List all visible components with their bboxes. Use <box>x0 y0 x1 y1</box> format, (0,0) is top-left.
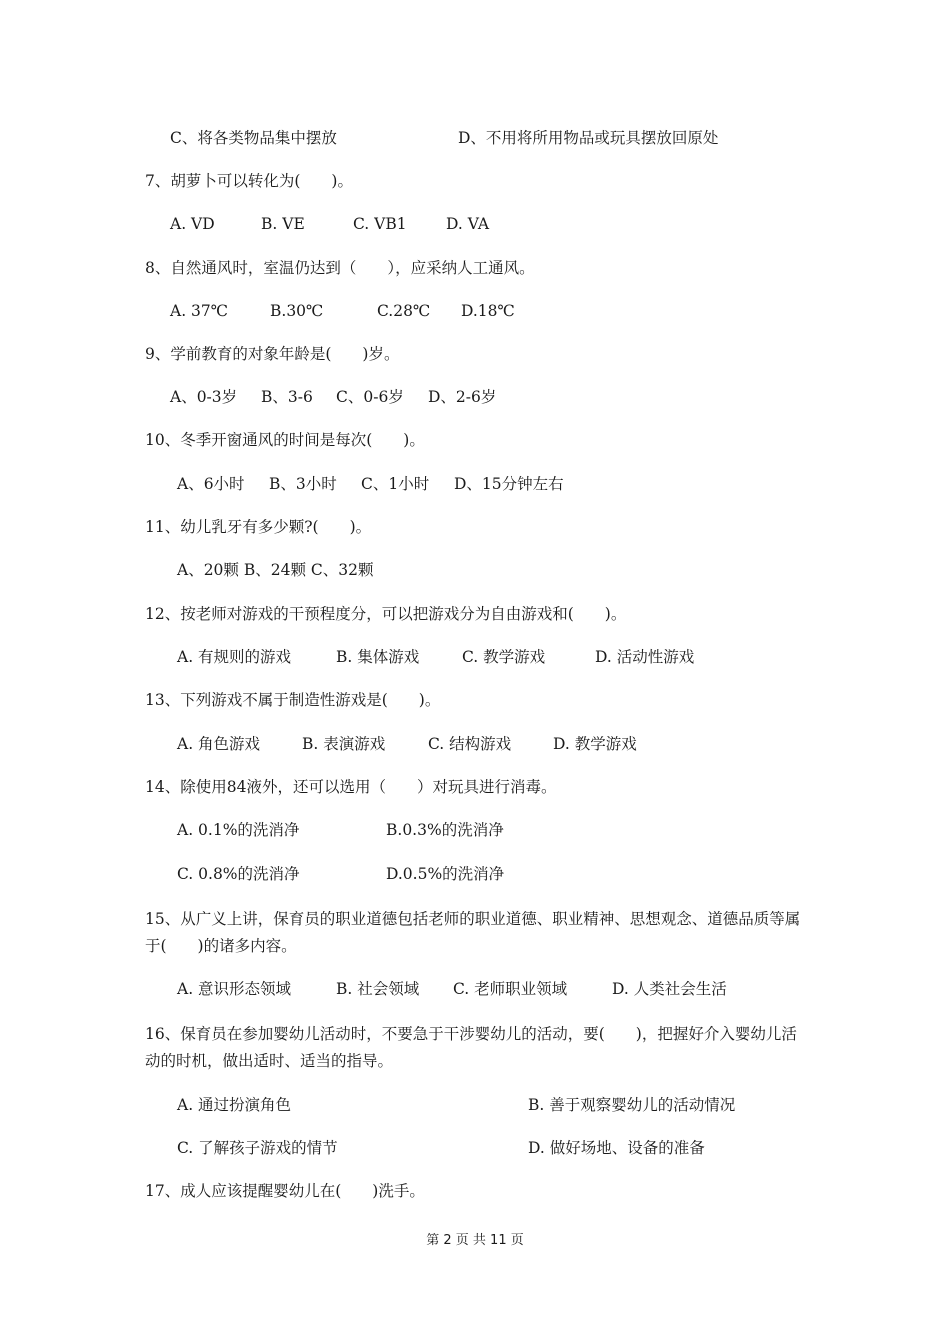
q8-option-b: B.30℃ <box>270 302 324 320</box>
q15-option-a: A. 意识形态领域 <box>177 980 292 998</box>
q13-stem: 13、下列游戏不属于制造性游戏是( )。 <box>145 691 441 709</box>
q15-option-c: C. 老师职业领域 <box>453 980 568 998</box>
q10-option-d: D、15分钟左右 <box>454 475 564 493</box>
q6-option-d: D、不用将所用物品或玩具摆放回原处 <box>458 129 719 147</box>
q16-option-c: C. 了解孩子游戏的情节 <box>177 1139 338 1157</box>
q11-stem: 11、幼儿乳牙有多少颗?( )。 <box>145 518 372 536</box>
q16-option-a: A. 通过扮演角色 <box>177 1096 292 1114</box>
q16-option-d: D. 做好场地、设备的准备 <box>528 1139 705 1157</box>
q10-option-a: A、6小时 <box>177 475 245 493</box>
q14-stem: 14、除使用84液外，还可以选用（ ）对玩具进行消毒。 <box>145 778 557 796</box>
q14-option-b: B.0.3%的洗消净 <box>386 821 504 839</box>
q7-option-d: D. VA <box>446 215 490 233</box>
q9-stem: 9、学前教育的对象年龄是( )岁。 <box>145 345 400 363</box>
q9-option-c: C、0-6岁 <box>336 388 404 406</box>
q12-option-a: A. 有规则的游戏 <box>177 648 292 666</box>
q13-option-a: A. 角色游戏 <box>177 735 261 753</box>
q14-option-c: C. 0.8%的洗消净 <box>177 865 300 883</box>
q7-stem: 7、胡萝卜可以转化为( )。 <box>145 172 353 190</box>
q7-option-c: C. VB1 <box>353 215 407 233</box>
q9-option-d: D、2-6岁 <box>428 388 497 406</box>
page-footer: 第 2 页 共 11 页 <box>426 1233 524 1248</box>
q16-option-b: B. 善于观察婴幼儿的活动情况 <box>528 1096 736 1114</box>
q8-option-d: D.18℃ <box>461 302 515 320</box>
q8-stem: 8、自然通风时，室温仍达到（ ），应采纳人工通风。 <box>145 259 535 277</box>
q14-option-d: D.0.5%的洗消净 <box>386 865 505 883</box>
q8-option-a: A. 37℃ <box>170 302 229 320</box>
q12-option-d: D. 活动性游戏 <box>595 648 695 666</box>
q8-option-c: C.28℃ <box>377 302 431 320</box>
q15-option-b: B. 社会领域 <box>336 980 420 998</box>
q15-option-d: D. 人类社会生活 <box>612 980 727 998</box>
q16-stem: 16、保育员在参加婴幼儿活动时，不要急于干涉婴幼儿的活动，要( )，把握好介入婴幼儿活动的时机，做出适时、适当的指导。 <box>145 1025 797 1070</box>
q10-option-b: B、3小时 <box>269 475 337 493</box>
q7-option-b: B. VE <box>261 215 305 233</box>
q6-option-c: C、将各类物品集中摆放 <box>170 129 337 147</box>
q12-stem: 12、按老师对游戏的干预程度分，可以把游戏分为自由游戏和( )。 <box>145 605 627 623</box>
q9-option-a: A、0-3岁 <box>170 388 238 406</box>
q7-option-a: A. VD <box>170 215 215 233</box>
q14-option-a: A. 0.1%的洗消净 <box>177 821 300 839</box>
q12-option-b: B. 集体游戏 <box>336 648 420 666</box>
q10-stem: 10、冬季开窗通风的时间是每次( )。 <box>145 431 425 449</box>
q10-option-c: C、1小时 <box>361 475 430 493</box>
q13-option-b: B. 表演游戏 <box>302 735 386 753</box>
q13-option-d: D. 教学游戏 <box>553 735 637 753</box>
q13-option-c: C. 结构游戏 <box>428 735 512 753</box>
q11-options: A、20颗 B、24颗 C、32颗 <box>177 561 374 579</box>
q12-option-c: C. 教学游戏 <box>462 648 546 666</box>
q9-option-b: B、3-6 <box>261 388 313 406</box>
q17-stem: 17、成人应该提醒婴幼儿在( )洗手。 <box>145 1182 425 1200</box>
q15-stem: 15、从广义上讲，保育员的职业道德包括老师的职业道德、职业精神、思想观念、道德品质等属于( )的诸多内容。 <box>145 910 801 955</box>
